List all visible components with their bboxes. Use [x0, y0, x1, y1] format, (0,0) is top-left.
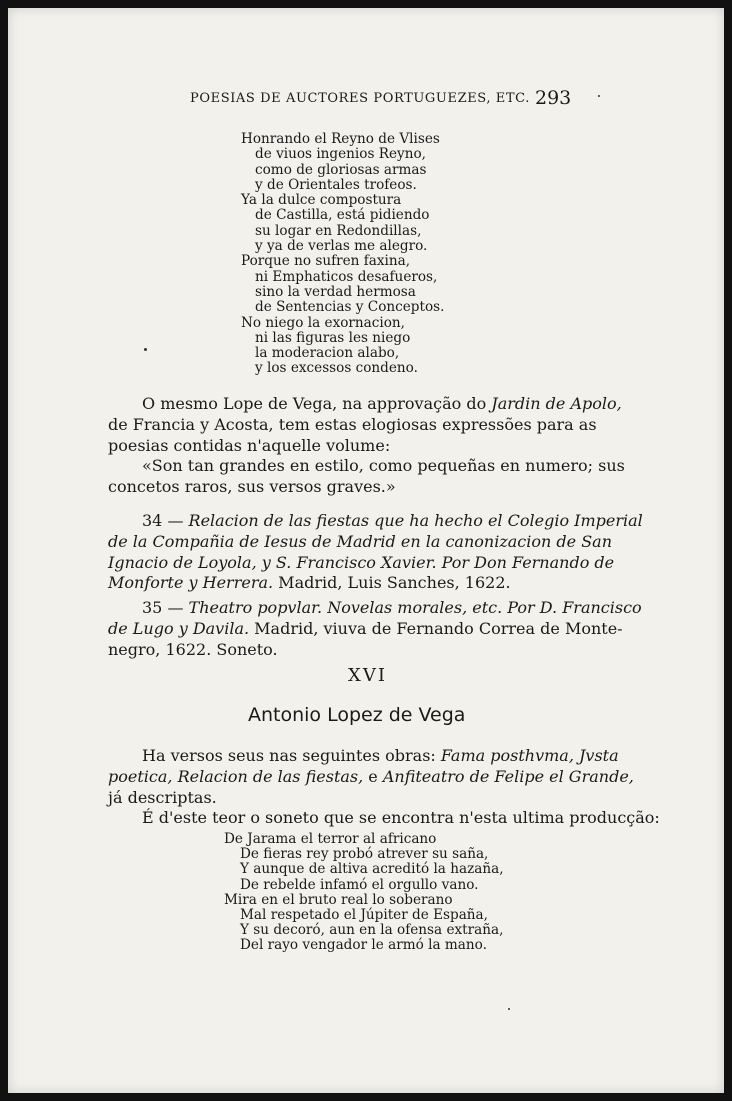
verse-line: De fieras rey probó atrever su saña, — [240, 846, 489, 863]
paragraph-line: concetos raros, sus versos graves.» — [108, 477, 396, 497]
paragraph-lope-de-vega — [108, 394, 625, 498]
paragraph-antonio — [108, 746, 660, 829]
paragraph-line: de Francia y Acosta, tem estas elogiosas expressões para as — [108, 414, 597, 434]
verse-line: de Sentencias y Conceptos. — [255, 299, 445, 316]
verse-line: como de gloriosas armas — [255, 161, 427, 178]
entry-line: negro, 1622. Soneto. — [108, 639, 278, 659]
verse-line: su logar en Redondillas, — [255, 222, 422, 239]
paragraph-line: É d'este teor o soneto que se encontra n'esta ultima producção: — [142, 808, 660, 828]
bibliography-entry-35 — [108, 598, 642, 660]
section-number: XVI — [348, 665, 387, 686]
entry-line: de la Compañia de Iesus de Madrid en la canonizacion de San — [108, 531, 612, 551]
paragraph-line: poetica, Relacion de las fiestas, e Anfiteatro de Felipe el Grande, — [108, 766, 634, 786]
verse-line: y los excessos condeno. — [255, 360, 418, 377]
verse-line: Mira en el bruto real lo soberano — [224, 891, 453, 908]
verse-line: Del rayo vengador le armó la mano. — [240, 937, 487, 954]
verse-line: ni Emphaticos desafueros, — [255, 268, 438, 285]
verse-line: Y su decoró, aun en la ofensa extraña, — [240, 922, 504, 939]
entry-line: de Lugo y Davila. Madrid, viuva de Fernando Correa de Monte- — [108, 618, 623, 638]
section-author: Antonio Lopez de Vega — [248, 704, 466, 726]
verse-line: ni las figuras les niego — [255, 329, 411, 346]
sonnet-block — [224, 832, 504, 954]
entry-line: Monforte y Herrera. Madrid, Luis Sanches, 1622. — [108, 573, 511, 593]
verse-line: Porque no sufren faxina, — [241, 253, 411, 270]
verse-line: Y aunque de altiva acreditó la hazaña, — [240, 861, 504, 878]
entry-line: Ignacio de Loyola, y S. Francisco Xavier. Por Don Fernando de — [108, 552, 615, 572]
verse-line: de Castilla, está pidiendo — [255, 207, 430, 224]
paragraph-line: Ha versos seus nas seguintes obras: Fama posthvma, Jvsta — [142, 746, 619, 765]
verse-line: No niego la exornacion, — [241, 314, 406, 331]
verse-line: Honrando el Reyno de Vlises — [241, 131, 440, 147]
verse-line: y ya de verlas me alegro. — [255, 238, 428, 255]
paragraph-line: já descriptas. — [108, 787, 217, 807]
bibliography-entry-34 — [108, 511, 643, 594]
print-speck — [598, 95, 600, 97]
verse-line: De Jarama el terror al africano — [224, 831, 437, 847]
verse-line: de viuos ingenios Reyno, — [255, 146, 426, 163]
verse-line: y de Orientales trofeos. — [255, 176, 417, 193]
verse-line: la moderacion alabo, — [255, 345, 400, 362]
paragraph-line: «Son tan grandes en estilo, como pequeñas en numero; sus — [142, 456, 625, 476]
verse-line: Mal respetado el Júpiter de España, — [240, 907, 488, 924]
running-header: POESIAS DE AUCTORES PORTUGUEZES, ETC. — [190, 91, 530, 106]
verse-block-1 — [241, 132, 444, 377]
paragraph-line: poesias contidas n'aquelle volume: — [108, 435, 391, 455]
print-speck — [144, 348, 147, 351]
verse-line: sino la verdad hermosa — [255, 283, 416, 300]
print-speck — [508, 1008, 510, 1010]
verse-line: Ya la dulce compostura — [241, 192, 402, 209]
page-number: 293 — [535, 87, 572, 109]
verse-line: De rebelde infamó el orgullo vano. — [240, 876, 479, 893]
paragraph-line: O mesmo Lope de Vega, na approvação do Jardin de Apolo, — [142, 394, 622, 413]
entry-line: 35 — Theatro popvlar. Novelas morales, etc. Por D. Francisco — [142, 598, 642, 617]
book-page — [8, 8, 724, 1093]
entry-line: 34 — Relacion de las fiestas que ha hecho el Colegio Imperial — [142, 511, 643, 530]
